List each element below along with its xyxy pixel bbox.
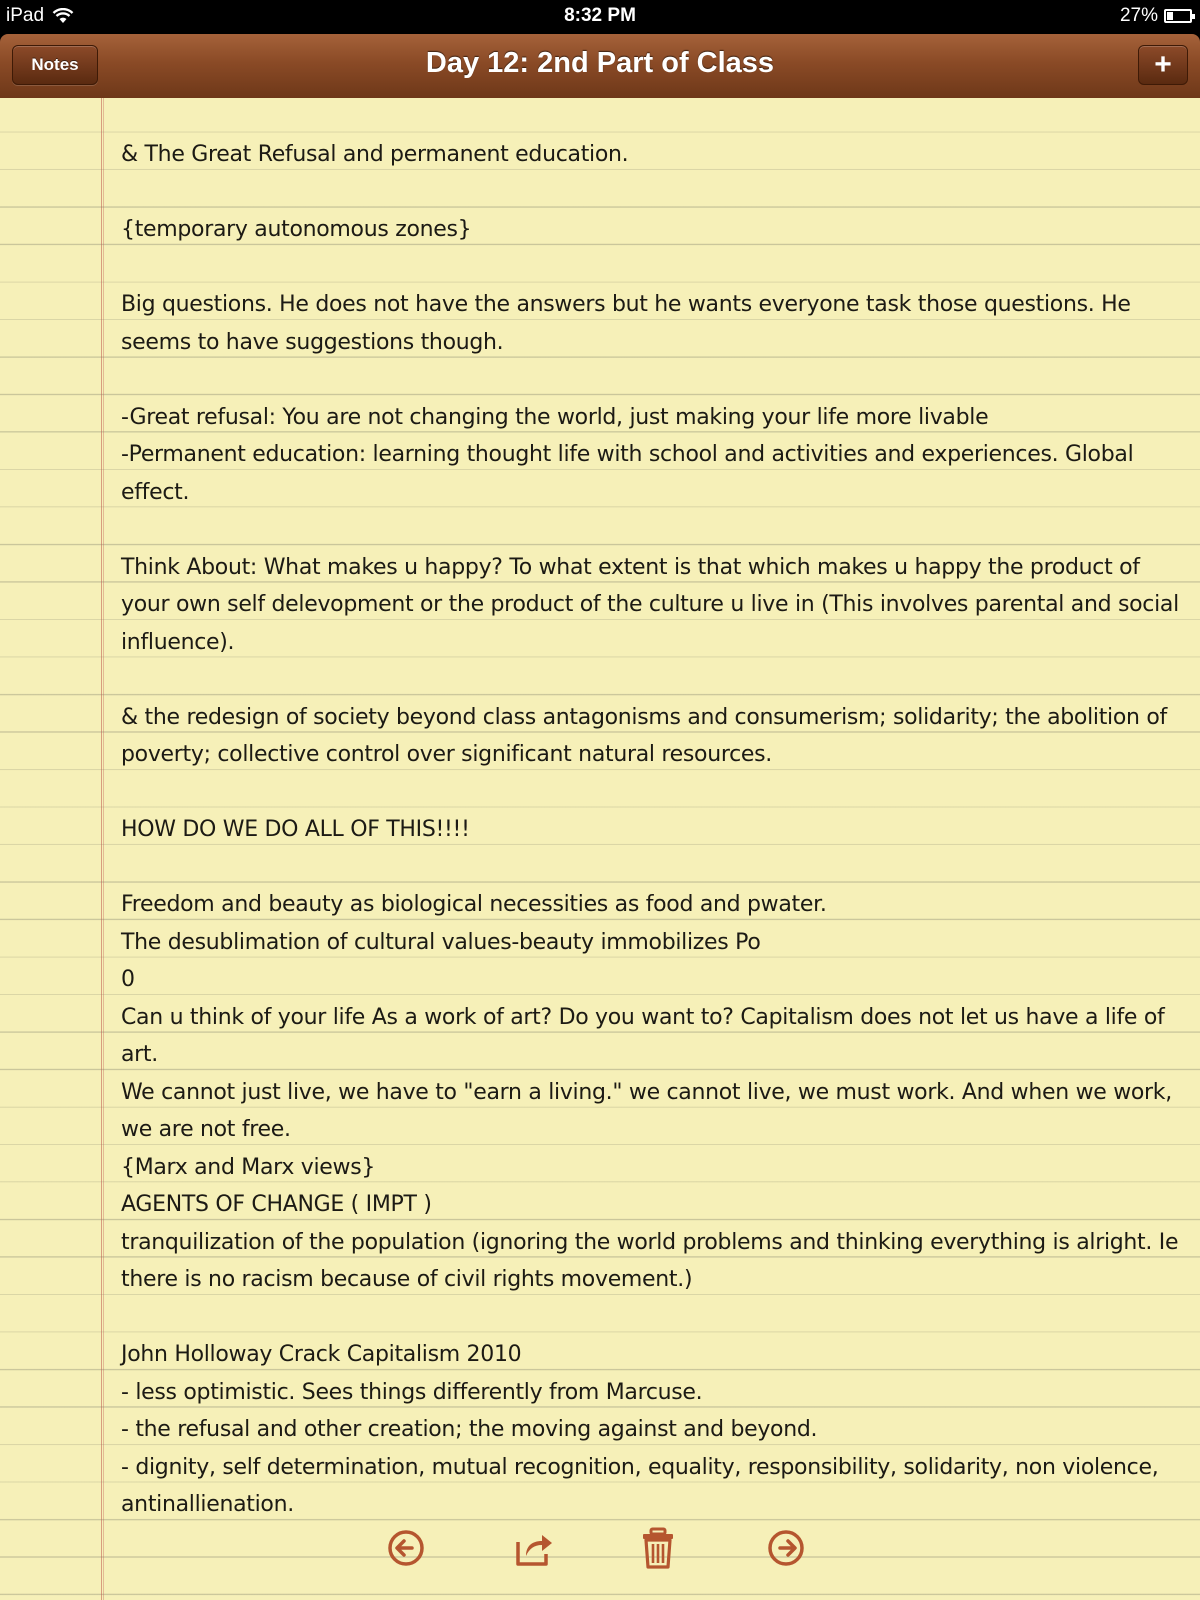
note-line: - the refusal and other creation; the moving against and beyond. [121,1417,818,1442]
note-line [121,361,1191,399]
note-line [121,774,1191,812]
trash-icon [636,1526,680,1570]
status-bar [0,0,1200,34]
previous-note-button[interactable] [384,1526,428,1570]
share-icon [512,1526,556,1570]
note-line: AGENTS OF CHANGE ( IMPT ) [121,1192,432,1217]
note-title: Day 12: 2nd Part of Class [425,47,775,79]
note-line: -Permanent education: learning thought life with school and activities and experiences. Global effect. [121,442,1134,505]
note-line: The desublimation of cultural values-beauty immobilizes Po [121,929,761,955]
note-line: Can u think of your life As a work of art? Do you want to? Capitalism does not let us have a life of art. [121,1004,1165,1067]
delete-note-button[interactable] [636,1526,680,1570]
margin-line [101,98,104,1600]
note-line: 0 [121,967,135,992]
battery-indicator [1120,5,1192,27]
navigation-bar [0,34,1200,98]
note-line: Think About: What makes u happy? To what extent is that which makes u happy the product of your own self delevopment or the product of the culture u live in (This involves parental and social influence). [121,554,1179,655]
note-line: {Marx and Marx views} [121,1154,376,1180]
note-line [121,249,1191,287]
battery-fill [1167,12,1173,20]
next-note-button[interactable] [764,1526,808,1570]
note-line: HOW DO WE DO ALL OF THIS!!!! [121,817,470,842]
note-body[interactable] [121,136,1191,1524]
note-line: Freedom and beauty as biological necessities as food and pwater. [121,892,827,917]
note-paper[interactable] [0,98,1200,1600]
note-line: tranquilization of the population (ignoring the world problems and thinking everything is alright. Ie there is no racism because of civil rights movement.) [121,1229,1179,1292]
battery-percent: 27% [1119,5,1158,26]
next-arrow-icon [764,1526,808,1570]
note-line: - less optimistic. Sees things differently from Marcuse. [121,1379,703,1405]
note-line: {temporary autonomous zones} [121,217,472,242]
note-line [121,661,1191,699]
note-line [121,511,1191,549]
note-line [121,174,1191,212]
note-line [121,1299,1191,1337]
note-line: -Great refusal: You are not changing the world, just making your life more livable [121,404,989,430]
note-line: & the redesign of society beyond class antagonisms and consumerism; solidarity; the abolition of poverty; collective control over significant natural resources. [121,704,1167,767]
note-line [121,849,1191,887]
notes-back-button[interactable]: Notes [12,45,98,85]
bottom-toolbar [0,1500,1200,1600]
note-line: John Holloway Crack Capitalism 2010 [121,1342,522,1367]
battery-icon [1164,9,1192,23]
status-time: 8:32 PM [564,5,636,26]
note-line: & The Great Refusal and permanent education. [121,142,629,167]
note-line: Big questions. He does not have the answers but he wants everyone task those questions. He seems to have suggestions though. [121,292,1131,355]
share-button[interactable] [512,1526,556,1570]
add-note-button[interactable]: + [1138,45,1188,85]
note-line: We cannot just live, we have to "earn a living." we cannot live, we must work. And when we work, we are not free. [121,1079,1172,1142]
carrier-label: iPad [6,5,45,26]
note-line: - dignity, self determination, mutual recognition, equality, responsibility, solidarity, non violence, antinallienation. [121,1454,1159,1517]
previous-arrow-icon [384,1526,428,1570]
